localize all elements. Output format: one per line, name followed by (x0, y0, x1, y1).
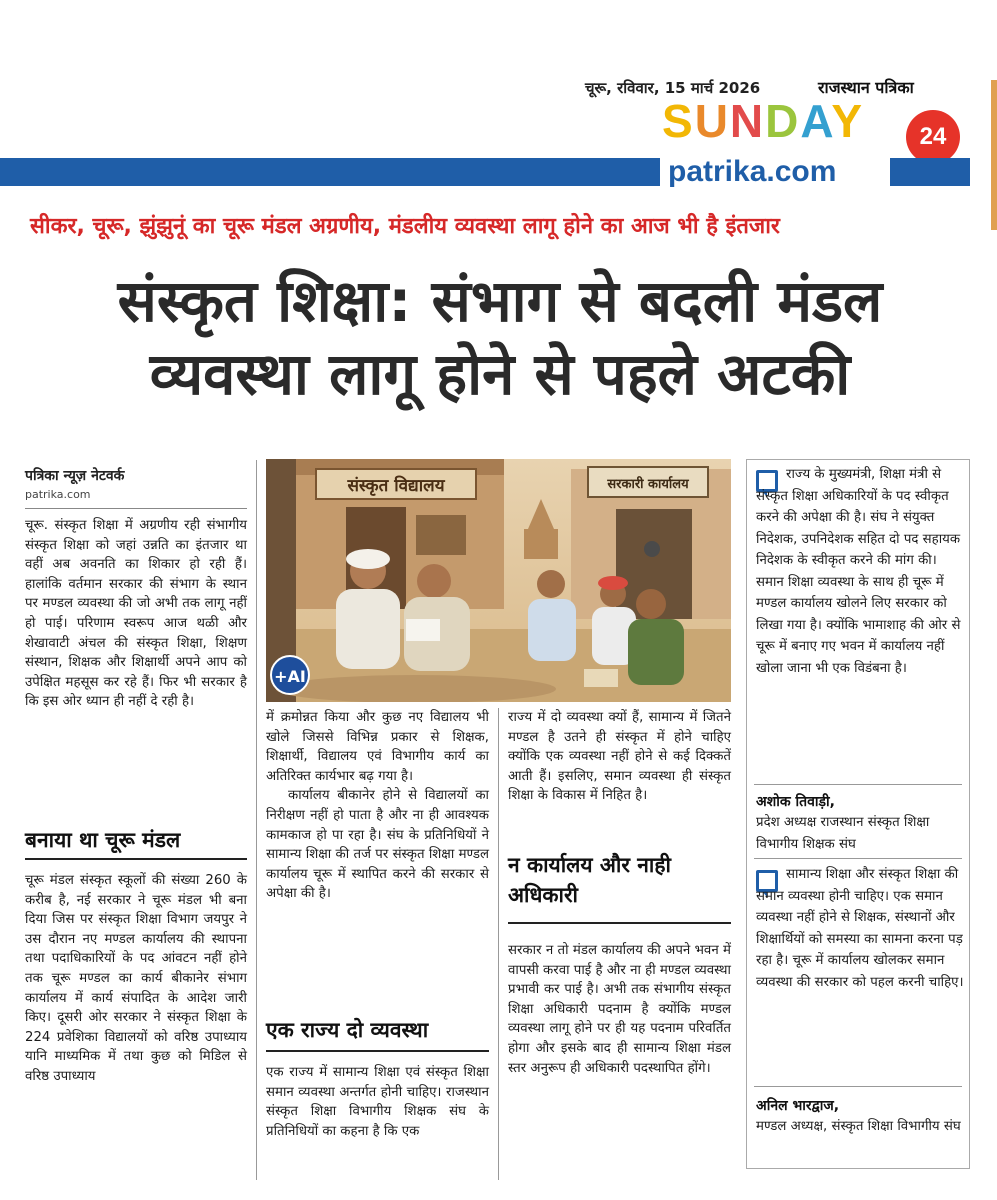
article-photo (266, 459, 731, 702)
column-divider (498, 708, 499, 1180)
brand-letter: Y (831, 95, 865, 147)
ai-generated-badge: +AI (270, 655, 310, 695)
subhead-rule (25, 858, 247, 860)
divider (754, 784, 962, 785)
article-section-3: सरकार न तो मंडल कार्यालय की अपने भवन में वापसी करवा पाई है और ना ही मण्डल व्यवस्था प्रभावी कर पाई है। अभी तक संभागीय संस्कृत शिक्षा अधिकारी पदनाम है क्योंकि मण्डल व्यवस्था लागू होने पर ही यह पदनाम परिवर्तित होगा और इसके बाद ही सामान्य शिक्षा मंडल स्तर अनुरूप ही अधिकारी पदस्थापित होंगे। (508, 943, 731, 1076)
quote-2-name: अनिल भारद्वाज, (756, 1098, 840, 1114)
subhead-no-office-no-officer: न कार्यालय और नाही अधिकारी (508, 853, 671, 908)
quote-1-role: प्रदेश अध्यक्ष राजस्थान संस्कृत शिक्षा विभागीय शिक्षक संघ (756, 815, 930, 852)
dateline: चूरू, रविवार, 15 मार्च 2026 (585, 79, 761, 97)
kicker-headline: सीकर, चूरू, झुंझुनूं का चूरू मंडल अग्रणीय, मंडलीय व्यवस्था लागू होने का आज भी है इंतजार (30, 214, 780, 239)
brand-letter: N (729, 95, 766, 147)
byline-site: patrika.com (25, 488, 91, 501)
brand-letter: U (694, 95, 730, 147)
brand-letter: D (765, 95, 801, 147)
photo-sign-left: संस्कृत विद्यालय (347, 476, 445, 496)
divider (754, 858, 962, 859)
article-section-1: चूरू मंडल संस्कृत स्कूलों की संख्या 260 के करीब है, नई सरकार ने चूरू मंडल भी बना दिया जिस पर संस्कृत शिक्षा विभाग जयपुर ने उस दौरान नए मण्डल कार्यालय की स्थापना तथा पदाधिकारियों के पद आंवटन नहीं होने तक चूरू मण्डल का कार्य बीकानेर संभाग कार्यालय में कार्य संपादित के आदेश जारी किए। दूसरी ओर सरकार ने संस्कृत शिक्षा के 224 प्रवेशिका विद्यालयों को वरिष्ठ उपाध्याय यानि माध्यमिक में तथा कुछ को मिडिल से वरिष्ठ उपाध्याय (25, 873, 247, 1084)
byline-name: पत्रिका न्यूज़ नेटवर्क (25, 468, 125, 484)
subhead-churu-mandal: बनाया था चूरू मंडल (25, 828, 181, 852)
byline (25, 466, 247, 501)
article-intro: चूरू. संस्कृत शिक्षा में अग्रणीय रही संभागीय संस्कृत शिक्षा को जहां उन्नति का इंतजार था वहीं अब अवनति का शिकार हो रही हैं। हालांकि वर्तमान सरकार की संभाग के स्थान पर मण्डल व्यवस्था की जो अभी तक लागू नहीं हो पाई। परिणाम स्वरूप आज थळी और शेखावाटी अंचल की संस्कृत शिक्षा, शिक्षण संस्थान, शिक्षक और शिक्षार्थी अपने आप को उपेक्षित महसूस कर रहे हैं। फिर भी सरकार है कि इस ओर ध्यान ही नहीं दे रही है। (25, 518, 247, 710)
subhead-rule (266, 1050, 489, 1052)
column-divider (256, 460, 257, 1180)
quote-2-role: मण्डल अध्यक्ष, संस्कृत शिक्षा विभागीय संघ (756, 1119, 961, 1134)
page-number-badge: 24 (906, 110, 960, 164)
brand-letter: A (800, 95, 832, 147)
newspaper-name: राजस्थान पत्रिका (818, 78, 914, 97)
divider (25, 508, 247, 509)
quote-2: सामान्य शिक्षा और संस्कृत शिक्षा की समान व्यवस्था होनी चाहिए। एक समान व्यवस्था नहीं होने से शिक्षक, संस्थानों और शिक्षार्थियों को समस्या का सामना करना पड़ रहा है। चूरू में कार्यालय खोलकर समान व्यवस्था की सरकार को पहल करनी चाहिए। (756, 867, 964, 990)
photo-illustration (266, 459, 731, 702)
col2-paragraph-1: में क्रमोन्नत किया और कुछ नए विद्यालय भी खोले जिससे विभिन्न प्रकार से शिक्षक, शिक्षार्थी, विद्यालय एवं विभागीय कार्य का अतिरिक्त कार्यभार बढ़ गया है। (266, 710, 489, 784)
page-edge (991, 80, 997, 230)
headline-line-2: व्यवस्था लागू होने से पहले अटकी (149, 339, 851, 408)
article-column-3: राज्य में दो व्यवस्था क्यों हैं, सामान्य में जितने मण्डल है उतने ही संस्कृत में होने चाहिए क्योंकि एक व्यवस्था नहीं होने से कई दिक्कतें आती हैं। इसलिए, समान व्यवस्था ही संस्कृत शिक्षा के विकास में निहित है। (508, 710, 731, 804)
quote-1: राज्य के मुख्यमंत्री, शिक्षा मंत्री से संस्कृत शिक्षा अधिकारियों के पद स्वीकृत करने की अपेक्षा की है। संघ ने संयुक्त निदेशक, उपनिदेशक सहित दो पद सहायक निदेशक के स्वीकृत करने की मांग की। समान शिक्षा व्यवस्था के साथ ही चूरू में मण्डल कार्यालय खोलने लिए सरकार को लिखा गया है। क्योंकि भामाशाह की ओर से चूरू में बनाए गए भवन में कार्यालय नहीं खोला जाना भी एक विडंबना है। (756, 467, 961, 676)
headline-line-1: संस्कृत शिक्षा: संभाग से बदली मंडल (117, 267, 883, 335)
sunday-brand-logo (662, 95, 865, 147)
next-article-cutoff (25, 1188, 970, 1200)
article-column-2 (266, 708, 489, 904)
site-url: patrika.com (668, 155, 837, 188)
subhead-one-state-two-systems: एक राज्य दो व्यवस्था (266, 1018, 429, 1042)
subhead-rule (508, 922, 731, 924)
article-section-2: एक राज्य में सामान्य शिक्षा एवं संस्कृत शिक्षा समान व्यवस्था अन्तर्गत होनी चाहिए। राजस्थान संस्कृत शिक्षा विभागीय शिक्षक संघ के प्रतिनिधियों का कहना है कि एक (266, 1065, 489, 1139)
divider (754, 1086, 962, 1087)
main-headline (30, 265, 970, 410)
quote-1-name: अशोक तिवाड़ी, (756, 794, 835, 810)
col2-paragraph-2: कार्यालय बीकानेर होने से विद्यालयों का निरीक्षण नहीं हो पाता है और ना ही आवश्यक कामकाज हो पा रहा है। संघ के प्रतिनिधियों ने सामान्य शिक्षा की तर्ज पर संस्कृत शिक्षा मण्डल कार्यालय चूरू में स्थापित करने की सरकार से अपेक्षा की है। (266, 788, 489, 902)
photo-sign-right: सरकारी कार्यालय (607, 477, 689, 492)
brand-letter: S (662, 95, 695, 147)
